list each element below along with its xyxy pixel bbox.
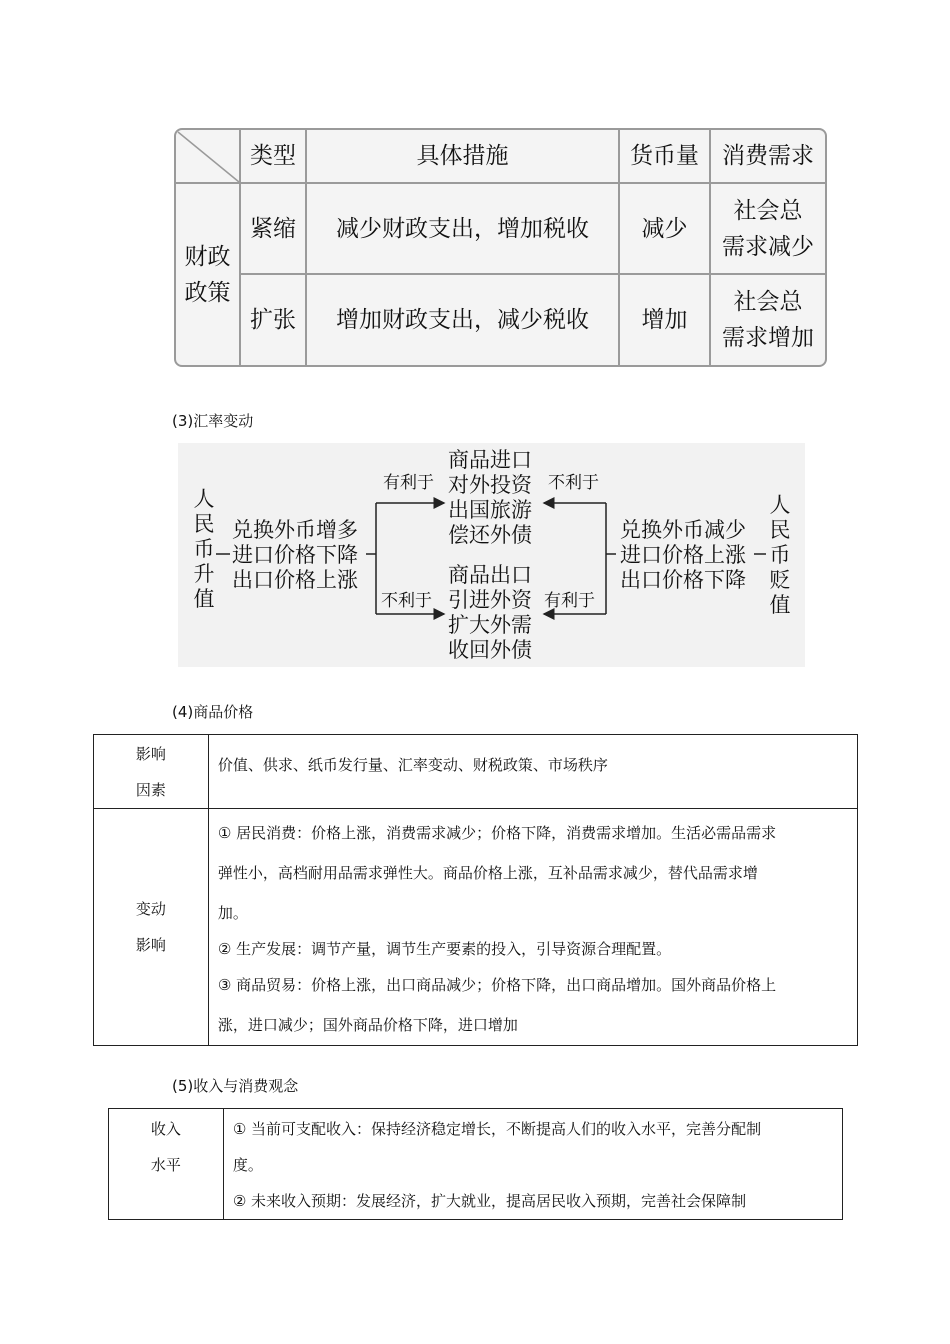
content-line: ② 未来收入预期：发展经济，扩大就业，提高居民收入预期，完善社会保障制 [232, 1192, 747, 1210]
content-line: 加。 [217, 904, 248, 922]
head-line: 影响 [135, 936, 166, 954]
vertical-char: 币 [769, 543, 791, 567]
row-group-line: 政策 [184, 279, 231, 306]
row-demand [711, 275, 825, 365]
connector-arrows [178, 443, 805, 667]
effect-line: 兑换外币减少 [620, 518, 746, 542]
activity-line: 商品进口 [448, 448, 532, 472]
effect-line: 进口价格下降 [232, 543, 358, 567]
row-content-factors [208, 735, 857, 809]
row-demand [711, 184, 825, 273]
vertical-char: 人 [769, 493, 791, 517]
row-head-income [109, 1109, 224, 1220]
effect-line: 出口价格下降 [620, 568, 746, 592]
activity-line: 收回外债 [448, 638, 532, 662]
row-content-impacts [208, 809, 857, 1046]
content-line: ③ 商品贸易：价格上涨，出口商品减少；价格下降，出口商品增加。国外商品价格上 [217, 976, 777, 994]
section-title-commodity-price: (4)商品价格 [172, 703, 254, 721]
content-line: 涨，进口减少；国外商品价格下降，进口增加 [217, 1016, 518, 1034]
commodity-price-table [93, 734, 858, 1046]
effect-line: 出口价格上涨 [232, 568, 358, 592]
table-row [94, 809, 858, 1046]
activity-line: 商品出口 [448, 563, 532, 587]
label-favorable-left: 有利于 [383, 473, 434, 493]
header-money: 货币量 [630, 143, 699, 169]
vertical-char: 民 [769, 518, 791, 542]
vertical-char: 贬 [769, 568, 791, 592]
head-line: 变动 [135, 900, 166, 918]
content-line: ② 生产发展：调节产量，调节生产要素的投入，引导资源合理配置。 [217, 940, 672, 958]
vertical-char: 升 [193, 562, 215, 586]
vertical-char: 值 [193, 587, 215, 611]
label-unfavorable-right: 不利于 [548, 473, 599, 493]
content-line: ① 居民消费：价格上涨，消费需求减少；价格下降，消费需求增加。生活必需品需求 [217, 824, 777, 842]
content-line: 弹性小，高档耐用品需求弹性大。商品价格上涨，互补品需求减少，替代品需求增 [217, 864, 758, 882]
row-type: 扩张 [250, 307, 296, 333]
row-type: 紧缩 [250, 215, 296, 242]
effect-line: 兑换外币增多 [232, 518, 358, 542]
row-content-income [223, 1109, 842, 1220]
label-unfavorable-left: 不利于 [381, 591, 432, 611]
content-line: 价值、供求、纸币发行量、汇率变动、财税政策、市场秩序 [217, 756, 608, 774]
demand-line: 需求增加 [722, 325, 814, 351]
label-favorable-right: 有利于 [544, 591, 595, 611]
vertical-char: 人 [193, 487, 215, 511]
head-line: 水平 [150, 1156, 181, 1174]
row-money: 增加 [641, 307, 688, 333]
row-money: 减少 [641, 215, 688, 242]
row-measure: 减少财政支出，增加税收 [336, 215, 589, 242]
head-line: 因素 [135, 780, 166, 799]
demand-line: 社会总 [733, 289, 803, 315]
demand-line: 社会总 [733, 197, 803, 224]
activity-line: 出国旅游 [448, 498, 532, 522]
header-type: 类型 [250, 143, 296, 169]
activity-line: 偿还外债 [448, 523, 532, 547]
row-head-factors [94, 735, 209, 809]
table-row [94, 735, 858, 809]
activity-line: 扩大外需 [448, 613, 532, 637]
header-demand: 消费需求 [722, 143, 814, 169]
exchange-rate-diagram [178, 443, 805, 667]
row-measure: 增加财政支出，减少税收 [336, 307, 589, 333]
head-line: 影响 [135, 744, 166, 763]
row-head-impacts [94, 809, 209, 1046]
row-group-fiscal-policy [176, 184, 239, 365]
activity-line: 对外投资 [448, 473, 532, 497]
vertical-char: 民 [193, 512, 215, 536]
row-group-line: 财政 [184, 243, 231, 270]
activity-line: 引进外资 [448, 588, 532, 612]
vertical-char: 值 [769, 593, 791, 617]
content-line: 度。 [232, 1156, 263, 1174]
header-diagonal [176, 130, 241, 184]
income-consumption-table [108, 1108, 843, 1220]
header-measure: 具体措施 [416, 143, 509, 169]
demand-line: 需求减少 [722, 233, 814, 260]
vertical-char: 币 [193, 537, 215, 561]
table-row [109, 1109, 843, 1220]
head-line: 收入 [150, 1120, 181, 1138]
section-title-income-consumption: (5)收入与消费观念 [172, 1077, 299, 1095]
content-line: ① 当前可支配收入：保持经济稳定增长，不断提高人们的收入水平，完善分配制 [232, 1120, 762, 1138]
section-title-exchange-rate: (3)汇率变动 [172, 412, 254, 430]
effect-line: 进口价格上涨 [620, 543, 746, 567]
fiscal-policy-table [174, 128, 827, 367]
